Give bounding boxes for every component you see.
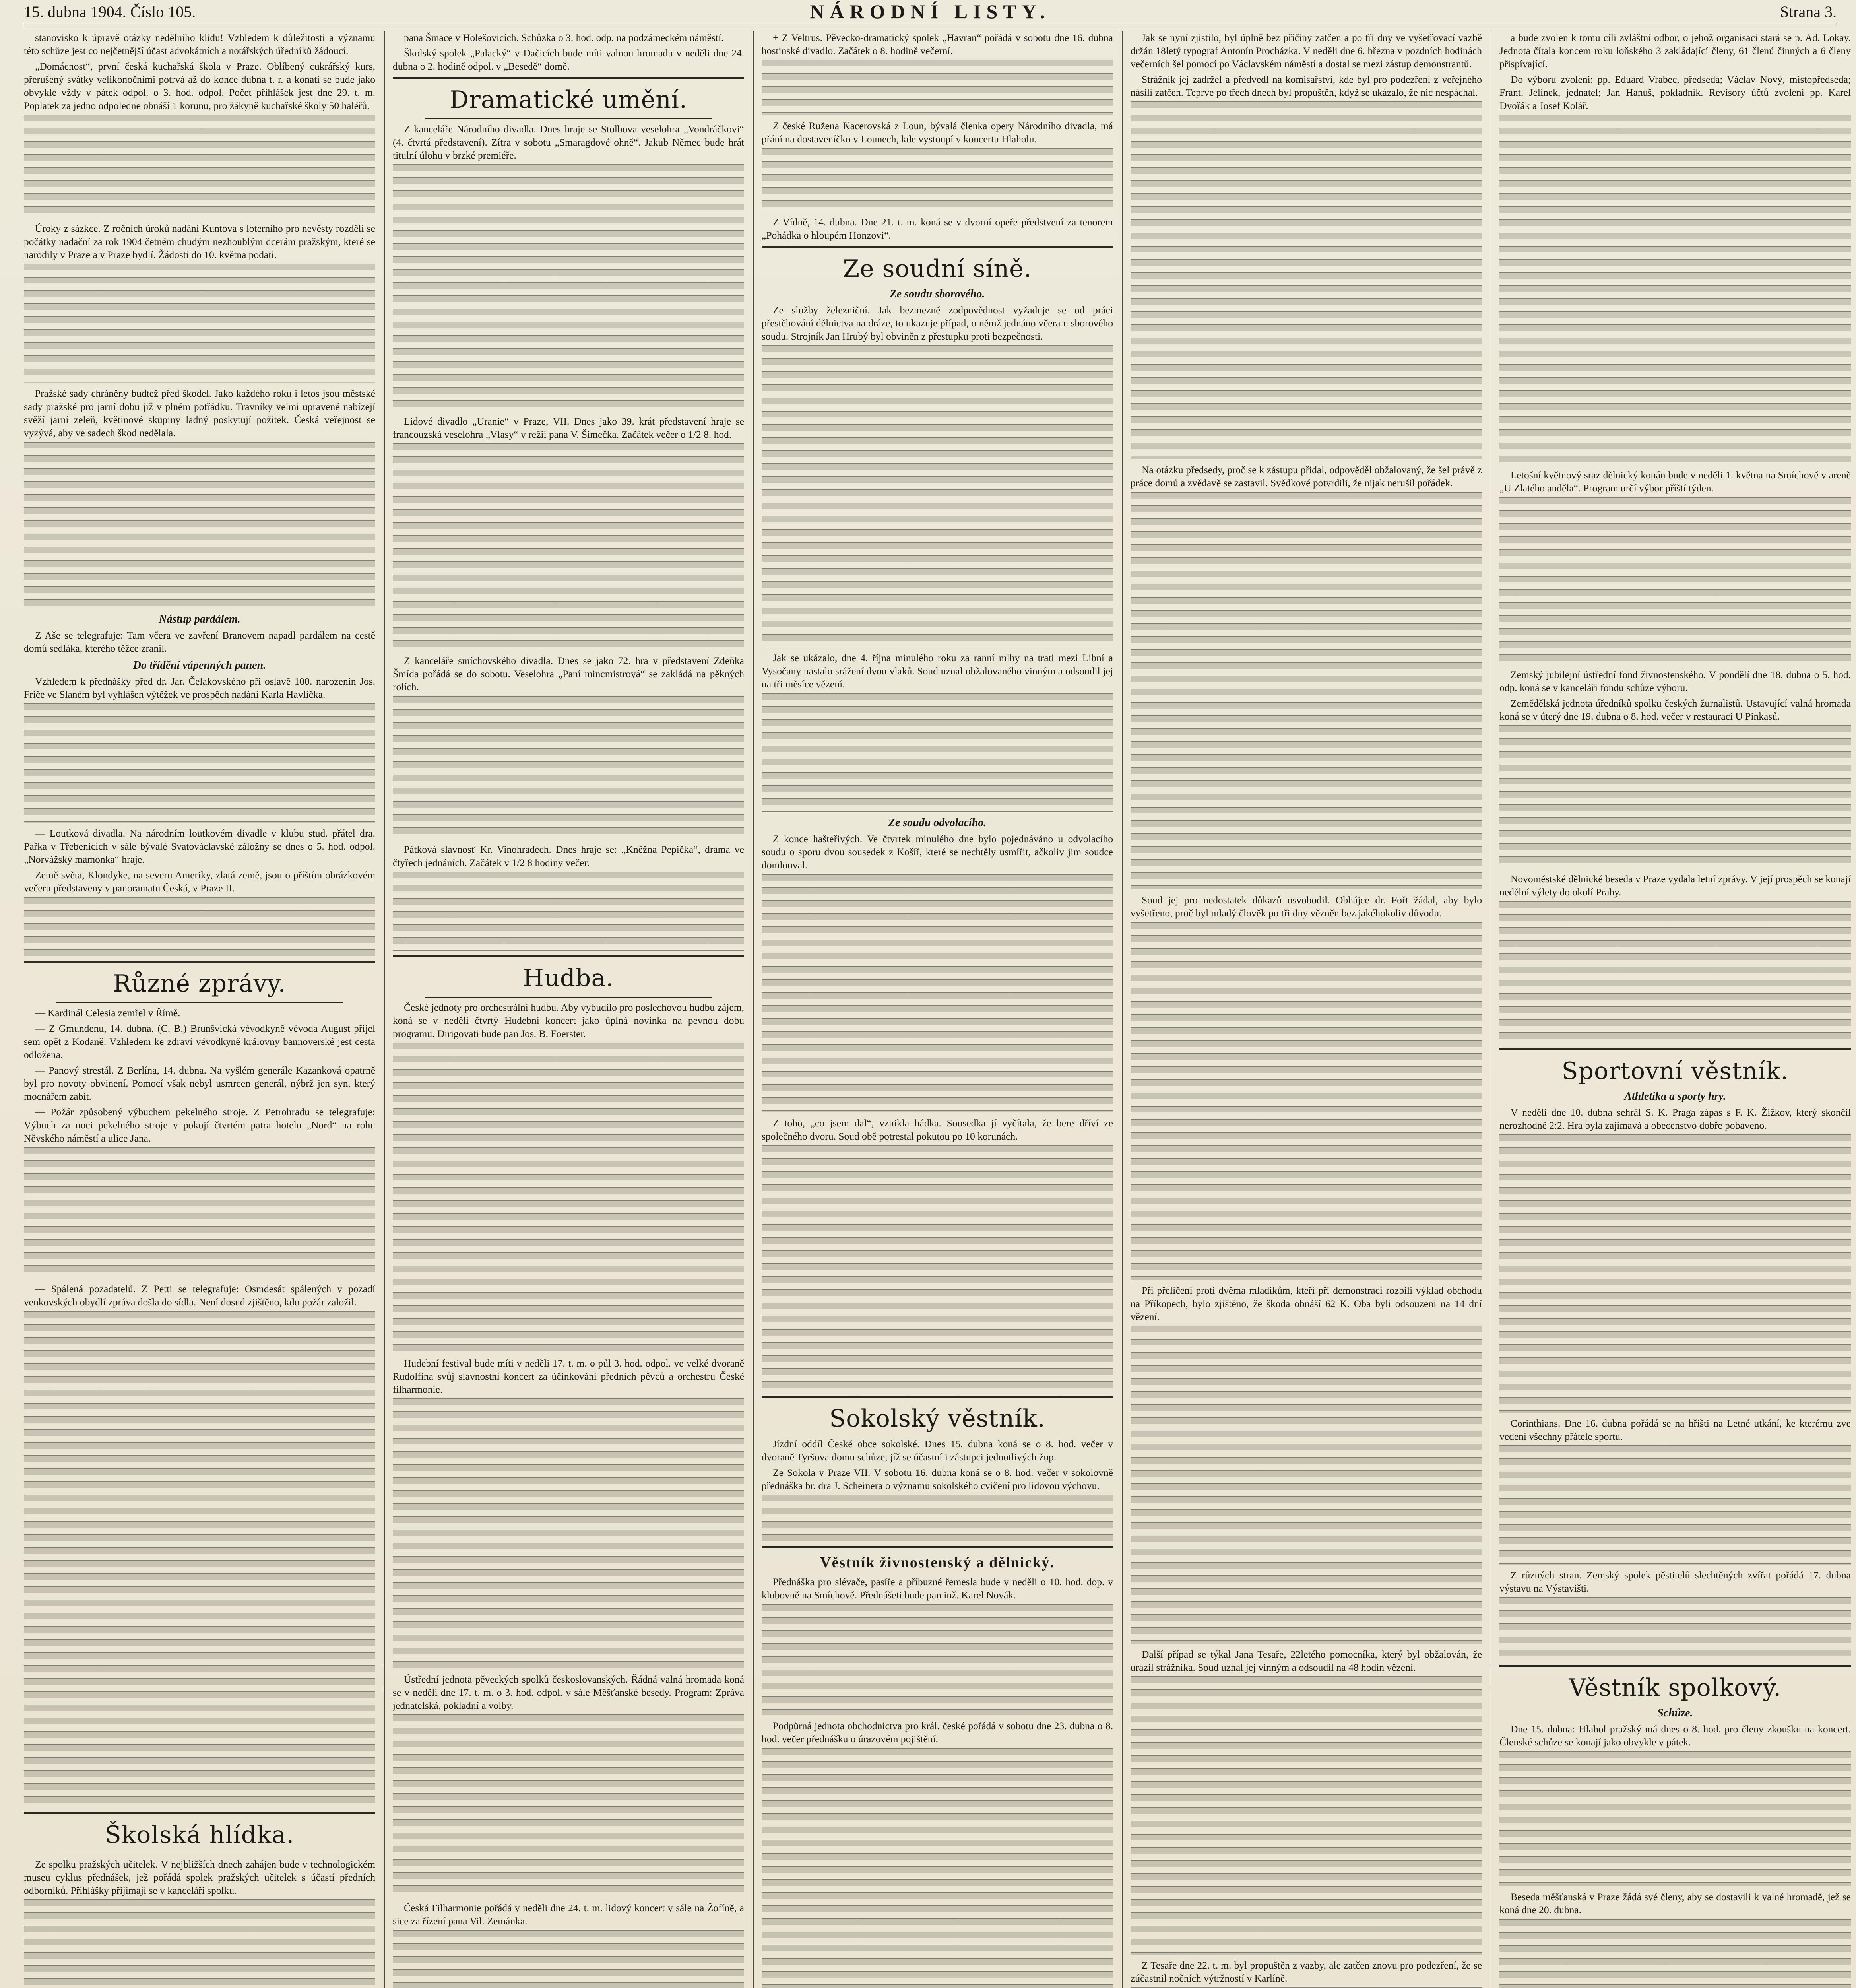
article-paragraph: Při přelíčení proti dvěma mladíkům, kteří při demonstraci rozbili výklad obchodu na Příkopech, bylo zjištěno, že škoda obnáší 62 K. Oba byli odsouzeni na 14 dní vězení. <box>1131 1285 1482 1322</box>
text-block <box>1131 1326 1482 1644</box>
text-block <box>1499 1597 1851 1661</box>
article-paragraph: Strážník jej zadržel a předvedl na komisařství, kde byl pro podezření z veřejného násilí zatčen. Teprve po třech dnech byl propuštěn, když se ukázalo, že nic nespáchal. <box>1131 74 1482 98</box>
article-paragraph: Vzhledem k přednášky před dr. Jar. Čelakovského při oslavě 100. narozenin Jos. Friče ve Slaném byl vyhlášen výtěžek ve prospěch nadání Karla Havlíčka. <box>24 676 375 700</box>
text-block <box>1499 1751 1851 1886</box>
article-paragraph: — Panový strestál. Z Berlína, 14. dubna. Na vyšlém generále Kazanková opatrně byl pro novoty obvinení. Pomocí však nebyl usmrcen generál, nýbrž jen syn, který mocnářem zabit. <box>24 1064 375 1102</box>
article-paragraph: Z české Ružena Kacerovská z Loun, bývalá členka opery Národního divadla, má přání na dostaveníčko v Lounech, kde vystoupí v koncertu Hlaholu. <box>762 120 1113 145</box>
article-paragraph: Z Aše se telegrafuje: Tam včera ve zavření Branovem napadl pardálem na cestě domů sedláka, kterého těžce zranil. <box>24 629 375 654</box>
column-3 <box>762 31 1113 1988</box>
article-subheading: Nástup pardálem. <box>159 613 240 625</box>
article-paragraph: Z různých stran. Zemský spolek pěstitelů slechtěných zvířat pořádá 17. dubna výstavu na Výstavišti. <box>1499 1569 1851 1594</box>
section-heading: Sportovní věstník. <box>1561 1057 1789 1085</box>
text-block <box>762 874 1113 1112</box>
article-subheading: Ze soudu odvolacího. <box>888 817 987 829</box>
article-paragraph: Česká Filharmonie pořádá v neděli dne 24. t. m. lidový koncert v sále na Žofíně, a sice za řízení pana Vil. Zemánka. <box>393 1902 744 1927</box>
text-block <box>393 1043 744 1353</box>
article-paragraph: stanovisko k úpravě otázky nedělního klidu! Vzhledem k důležitosti a významu této schůze jest co nejčetnější účast advokátních a notářských úředníků žádoucí. <box>24 32 375 56</box>
article-paragraph: V neděli dne 10. dubna sehrál S. K. Praga zápas s F. K. Žižkov, který skončil nerozhodně 2:2. Hra byla zajímavá a obecenstvo dobře pobaveno. <box>1499 1107 1851 1131</box>
article-subheading: Athletika a sporty hry. <box>1624 1090 1726 1103</box>
text-block <box>393 1930 744 1988</box>
text-block <box>1499 725 1851 868</box>
article-paragraph: a bude zvolen k tomu cíli zvláštní odbor, o jehož organisaci stará se p. Ad. Lokay. Jednota čítala koncem roku loňského 3 zakládající členy, 61 členů činných a 6 členy přispívající. <box>1499 32 1851 70</box>
section-heading: Školská hlídka. <box>105 1821 295 1849</box>
article-paragraph: České jednoty pro orchestrální hudbu. Aby vybudilo pro poslechovou hudbu zájem, koná se v neděli čtvrtý Hudební koncert jako úplná novinka na pevnou dobu programu. Dirigovati bude pan Jos. B. Foerster. <box>393 1002 744 1039</box>
section-heading: Věstník živnostenský a dělnický. <box>820 1554 1055 1571</box>
section-rule <box>425 997 712 998</box>
text-block <box>762 1748 1113 1988</box>
newspaper-title: NÁRODNÍ LISTY. <box>810 0 1051 23</box>
article-paragraph: „Domácnost“, první česká kuchařská škola v Praze. Oblíbený cukrářský kurs, přerušený svátky velikonočními potrvá až do konce dubna t. r. a konati se bude jako obvykle vždy v pátek odpol. o 3. hod. odpol. Počet přihlášek jest dne 29. t. m. Poplatek za jedno odpoledne obnáší 1 korunu, pro žákyně kuchařské školy 50 haléřů. <box>24 60 375 111</box>
section-heading: Různé zprávy. <box>113 970 286 998</box>
section-rule <box>762 1396 1113 1398</box>
column-4 <box>1131 31 1482 1988</box>
article-paragraph: Ze Sokola v Praze VII. V sobotu 16. dubna koná se o 8. hod. večer v sokolovně přednáška br. dra J. Scheinera o významu sokolského cvičení pro lidovou výchovu. <box>762 1467 1113 1491</box>
text-block <box>24 264 375 383</box>
section-heading: Ze soudní síně. <box>843 255 1032 283</box>
article-paragraph: Z Vídně, 14. dubna. Dne 21. t. m. koná se v dvorní opeře předstvení za tenorem „Pohádka o hloupém Honzovi“. <box>762 216 1113 241</box>
section-rule <box>24 961 375 963</box>
text-block <box>1499 497 1851 664</box>
article-paragraph: Z toho, „co jsem dal“, vznikla hádka. Sousedka jí vyčítala, že bere dříví ze společného dvoru. Soud obě potrestal pokutou po 10 korunách. <box>762 1117 1113 1142</box>
text-block <box>24 897 375 957</box>
text-block <box>1499 1445 1851 1565</box>
article-subheading: Schůze. <box>1657 1707 1693 1719</box>
column-divider <box>1122 31 1123 1988</box>
article-paragraph: — Kardinál Celesia zemřel v Římě. <box>35 1007 180 1019</box>
text-block <box>393 1714 744 1897</box>
section-heading: Věstník spolkový. <box>1569 1674 1782 1702</box>
text-block <box>24 703 375 823</box>
article-paragraph: Soud jej pro nedostatek důkazů osvobodil. Obhájce dr. Fořt žádal, aby bylo vyšetřeno, proč byl mladý člověk po tři dny vězněn bez jakéhokoliv důvodu. <box>1131 894 1482 919</box>
article-paragraph: — Loutková divadla. Na národním loutkovém divadle v klubu stud. přátel dra. Pařka v Třebenicích v sále bývalé Svatováclavské záložny se dnes o 5. hod. odpol. „Norvážský mamonka“ hraje. <box>24 827 375 865</box>
page-number: Strana 3. <box>1780 3 1837 21</box>
text-block <box>24 115 375 218</box>
text-block <box>762 1604 1113 1715</box>
text-block <box>24 1147 375 1278</box>
column-divider <box>384 31 385 1988</box>
article-paragraph: Z Tesaře dne 22. t. m. byl propuštěn z vazby, ale zatčen znovu pro podezření, že se zúčastnil nočních výtržností v Karlíně. <box>1131 1959 1482 1984</box>
article-paragraph: Ústřední jednota pěveckých spolků českoslovanských. Řádná valná hromada koná se v neděli dne 17. t. m. o 3. hod. odpol. v sále Měšťanské besedy. Program: Zpráva jednatelská, pokladní a volby. <box>393 1673 744 1711</box>
section-rule <box>425 118 712 119</box>
text-block <box>24 1311 375 1808</box>
text-block <box>1131 1676 1482 1955</box>
article-paragraph: Letošní květnový sraz dělnický konán bude v neděli 1. května na Smíchově v areně „U Zlatého anděla“. Program určí výbor příští týden. <box>1499 469 1851 494</box>
article-paragraph: Na otázku předsedy, proč se k zástupu přidal, odpověděl obžalovaný, že šel právě z práce domů a zvědavě se zastavil. Svědkové potvrdili, že nijak nerušil pořádek. <box>1131 464 1482 489</box>
text-block <box>1131 492 1482 889</box>
article-paragraph: Zemský jubilejní ústřední fond živnostenského. V pondělí dne 18. dubna o 5. hod. odp. koná se v kanceláři fondu schůze výboru. <box>1499 669 1851 693</box>
section-rule <box>1499 1665 1851 1667</box>
article-paragraph: pana Šmace v Holešovicích. Schůzka o 3. hod. odp. na podzámeckém náměstí. <box>404 32 724 43</box>
section-rule <box>393 77 744 79</box>
text-block <box>762 1495 1113 1542</box>
article-paragraph: Do výboru zvoleni: pp. Eduard Vrabec, předseda; Václav Nový, místopředseda; Frant. Jelínek, jednatel; Jan Hanuš, pokladník. Revisory účtů zvoleni pp. Karel Dvořák a Josef Kolář. <box>1499 74 1851 111</box>
article-paragraph: Lidové divadlo „Uranie“ v Praze, VII. Dnes jako 39. krát představení hraje se francouzská veselohra „Vlasy“ v režii pana V. Šimečka. Začátek večer o 1/2 8. hod. <box>393 415 744 440</box>
section-heading: Hudba. <box>523 964 614 992</box>
article-paragraph: — Z Gmundenu, 14. dubna. (C. B.) Brunšvická vévodkyně vévoda August přijel sem opět z Kodaně. Vzhledem ke zdraví vévodkyně královny bannoverské jest cesta odložena. <box>24 1023 375 1060</box>
section-rule <box>762 1546 1113 1548</box>
text-block <box>393 164 744 411</box>
text-block <box>762 1145 1113 1392</box>
article-paragraph: Podpůrná jednota obchodnictva pro král. české pořádá v sobotu dne 23. dubna o 8. hod. večer přednášku o úrazovém pojištění. <box>762 1720 1113 1745</box>
article-paragraph: — Požár způsobený výbuchem pekelného stroje. Z Petrohradu se telegrafuje: Výbuch za noci pekelného stroje v pokojí čtvrtém patra hotelu „Nord“ na rohu Něvského náměstí a ulice Jana. <box>24 1106 375 1144</box>
text-block <box>762 60 1113 115</box>
article-paragraph: Jak se nyní zjistilo, byl úplně bez příčiny zatčen a po tři dny ve vyšetřovací vazbě držán 18letý typograf Antonín Procházka. V neděli dne 6. března v pozdních hodinách večerních šel pomocí po Václavském náměstí a dostal se mezi zástup demonstrantů. <box>1131 32 1482 70</box>
masthead <box>24 0 1837 26</box>
text-block <box>24 442 375 609</box>
section-rule <box>762 246 1113 248</box>
article-paragraph: Přednáška pro slévače, pasíře a příbuzné řemesla bude v neděli o 10. hod. dop. v klubovně na Smíchově. Přednášeti bude pan inž. Karel Novák. <box>762 1576 1113 1601</box>
column-1 <box>24 31 375 1988</box>
article-subheading: Ze soudu sborového. <box>890 288 985 300</box>
article-paragraph: Školský spolek „Palacký“ v Dačicích bude míti valnou hromadu v neděli dne 24. dubna o 2. hodině odpol. v „Besedě“ domě. <box>393 47 744 72</box>
article-paragraph: Dne 15. dubna: Hlahol pražský má dnes o 8. hod. pro členy zkoušku na koncert. Členské schůze se konají jako obvykle v pátek. <box>1499 1723 1851 1748</box>
article-paragraph: Z kanceláře Národního divadla. Dnes hraje se Stolbova veselohra „Vondráčkovi“ (4. čtvrtá představení). Zítra v sobotu „Smaragdové ohně“. Jakub Němec bude hrát titulní úlohu v brzké premiéře. <box>393 123 744 161</box>
text-block <box>1499 1134 1851 1413</box>
text-block <box>762 345 1113 647</box>
text-block <box>1131 101 1482 459</box>
text-block <box>1499 901 1851 1044</box>
section-rule <box>24 1812 375 1814</box>
section-heading: Sokolský věstník. <box>829 1405 1045 1433</box>
text-block <box>762 693 1113 812</box>
article-paragraph: Z kanceláře smíchovského divadla. Dnes se jako 72. hra v představení Zdeňka Šmída pořádá se do sobotu. Veselohra „Paní mincmistrová“ se zakládá na pěkných rolích. <box>393 655 744 693</box>
article-paragraph: Zemědělská jednota úředníků spolku českých žurnalistů. Ustavující valná hromada koná se v úterý dne 19. dubna o 8. hod. večer v restauraci U Pinkasů. <box>1499 697 1851 722</box>
section-rule <box>393 955 744 957</box>
issue-date: 15. dubna 1904. Číslo 105. <box>24 3 196 21</box>
text-block <box>1499 115 1851 464</box>
article-paragraph: Další případ se týkal Jana Tesaře, 22letého pomocníka, který byl obžalován, že urazil strážníka. Soud uznal jej vinným a odsoudil na 48 hodin vězení. <box>1131 1648 1482 1673</box>
article-paragraph: Beseda měšťanská v Praze žádá své členy, aby se dostavili k valné hromadě, jež se koná dne 20. dubna. <box>1499 1891 1851 1916</box>
section-rule <box>1499 1048 1851 1050</box>
article-paragraph: Pražské sady chráněny budtež před škodel. Jako každého roku i letos jsou městské sady pražské pro jarní dobu již v plném potřádku. Travníky velmi upravené nabízejí svěží jarní zeleň, květinové skupiny ladný poskytují požitek. Česká veřejnost se vyzývá, aby ve sadech škod nedělala. <box>24 388 375 439</box>
article-paragraph: Z konce hašteřivých. Ve čtvrtek minulého dne bylo pojednáváno u odvolacího soudu o sporu dvou sousedek z Košíř, které se nechtěly usmířit, ačkoliv jim soudce domlouval. <box>762 833 1113 871</box>
article-paragraph: Ze služby železniční. Jak bezmezně zodpovědnost vyžaduje se od práci přestěhování dělnictva na dráze, to ukazuje případ, o němž jednáno včera u sborového soudu. Strojník Jan Hrubý byl obviněn z přestupku proti bezpečnosti. <box>762 304 1113 342</box>
text-block <box>24 1899 375 1988</box>
article-paragraph: Jízdní oddíl České obce sokolské. Dnes 15. dubna koná se o 8. hod. večer v dvoraně Tyršova domu schůze, jíž se účastní i zástupci jednotlivých žup. <box>762 1438 1113 1463</box>
article-paragraph: — Spálená pozadatelů. Z Petti se telegrafuje: Osmdesát spálených v pozadí venkovských obydlí zpráva došla do sídla. Není dosud zjištěno, kdo požár založil. <box>24 1283 375 1308</box>
text-block <box>393 443 744 650</box>
column-2 <box>393 31 744 1988</box>
article-paragraph: Corinthians. Dne 16. dubna pořádá se na hřišti na Letné utkání, ke kterému zve vedení všechny přátele sportu. <box>1499 1417 1851 1442</box>
article-paragraph: Novoměstské dělnické beseda v Praze vydala letní zprávy. V její prospěch se konají nedělní výlety do okolí Prahy. <box>1499 873 1851 898</box>
text-block <box>1499 1919 1851 1988</box>
article-paragraph: Ze spolku pražských učitelek. V nejbližších dnech zahájen bude v technologickém museu cyklus přednášek, jež pořádá spolek pražských učitelek s účastí předních odborníků. Přihlášky přijímají se v kanceláři spolku. <box>24 1858 375 1896</box>
article-paragraph: Úroky z sázkce. Z ročních úroků nadání Kuntova s loterního pro nevěsty rozdělí se počátky nadační za rok 1904 četném chudým nezhoublým dcerám pražským, které se narodily v Praze a v Praze bydlí. Žádosti do 10. května podati. <box>24 223 375 260</box>
section-heading: Dramatické umění. <box>449 86 687 114</box>
text-block <box>393 872 744 951</box>
article-paragraph: Země světa, Klondyke, na severu Ameriky, zlatá země, jsou o příštím obrázkovém večeru představeny v panoramatu Česká, v Praze II. <box>24 869 375 894</box>
text-block <box>393 1398 744 1669</box>
text-block <box>1131 922 1482 1280</box>
column-divider <box>753 31 754 1988</box>
article-paragraph: Hudební festival bude míti v neděli 17. t. m. o půl 3. hod. odpol. ve velké dvoraně Rudolfina svůj slavnostní koncert za účinkování předních pěvců a orchestru České filharmonie. <box>393 1357 744 1395</box>
column-5 <box>1499 31 1851 1988</box>
article-paragraph: Jak se ukázalo, dne 4. října minulého roku za ranní mlhy na trati mezi Libní a Vysočany nastalo srážení dvou vlaků. Soud uznal obžalovaného vinným a odsoudil jej na tři měsíce vězení. <box>762 652 1113 690</box>
text-block <box>393 696 744 839</box>
text-block <box>762 148 1113 212</box>
article-subheading: Do třídění vápenných panen. <box>133 659 266 672</box>
article-paragraph: + Z Veltrus. Pěvecko-dramatický spolek „Havran“ pořádá v sobotu dne 16. dubna hostinské divadlo. Začátek o 8. hodině večerní. <box>762 32 1113 56</box>
section-rule <box>56 1002 343 1003</box>
article-paragraph: Pátková slavnosť Kr. Vinohradech. Dnes hraje se: „Kněžna Pepička“, drama ve čtyřech jednáních. Začátek v 1/2 8 hodiny večer. <box>393 844 744 868</box>
